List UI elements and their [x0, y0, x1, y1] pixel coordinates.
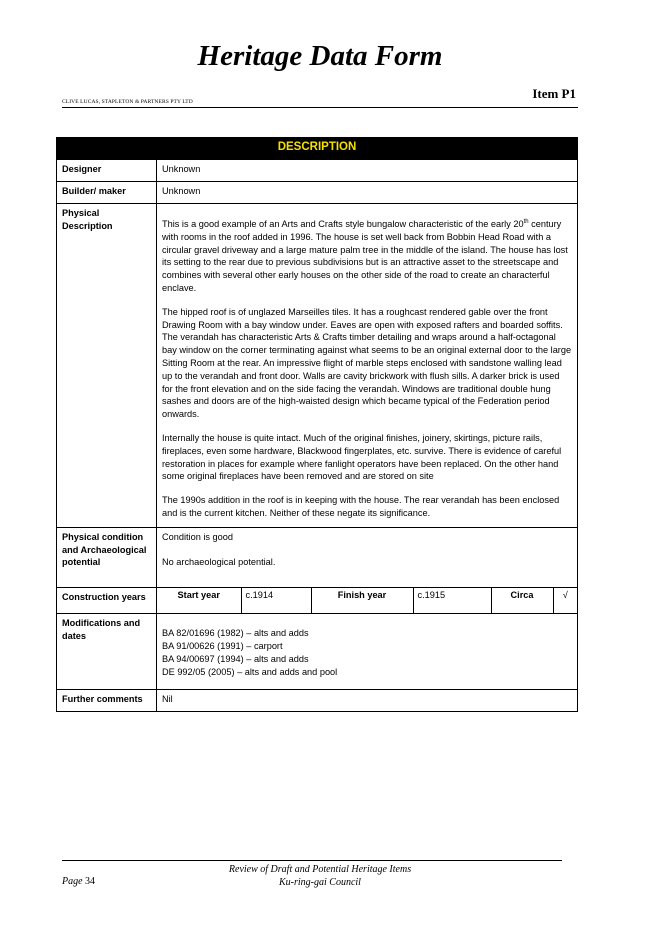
designer-label: Designer	[57, 160, 157, 182]
construction-years-label: Construction years	[57, 588, 157, 614]
further-comments-value: Nil	[157, 689, 578, 711]
physical-description-row	[57, 204, 578, 528]
footer-title	[0, 863, 640, 889]
construction-years-table	[157, 588, 577, 613]
construction-years-row	[57, 588, 578, 614]
footer-divider	[62, 860, 562, 861]
condition-text: Condition is good	[162, 531, 233, 542]
header-divider	[62, 107, 578, 108]
description-paragraph-3: Internally the house is quite intact. Much of the original finishes, joinery, skirtings, picture rails, fireplaces, even some hardware, Blackwood fingerplates, etc. survive. There is evidence of careful restoration in places for example where fanlight operators have been replaced. On the other hand some original fireplaces have been removed and are stored on site	[162, 432, 562, 482]
description-paragraph-2: The hipped roof is of unglazed Marseilles tiles. It has a roughcast rendered gable over the front Drawing Room with a bay window under. Eaves are open with exposed rafters and boarded soffits. The verandah has characteristic Arts & Crafts timber detailing and wraps around a half-octagonal bay window on the corner terminating against what seems to be an original external door to the large Sitting Room at the rear. An impressive flight of marble steps enclosed with sandstone walling lead up to the verandah and front door. Walls are cavity brickwork with flush sills. A darker brick is used for the front elevation and on the side facing the verandah. Windows are traditional double hung sashes and doors are of the high-waisted design which became typical of the Federation period onwards.	[162, 306, 572, 420]
finish-year-value: c.1915	[413, 588, 491, 613]
builder-label: Builder/ maker	[57, 182, 157, 204]
condition-row	[57, 527, 578, 588]
start-year-value: c.1914	[241, 588, 311, 613]
physical-description-label: Physical Description	[57, 204, 157, 528]
designer-row	[57, 160, 578, 182]
archaeological-text: No archaeological potential.	[162, 556, 276, 567]
description-paragraph-1: This is a good example of an Arts and Crafts style bungalow characteristic of the early 20th century with rooms in the roof added in 1996. The house is set well back from Bobbin Head Road with a circular gravel driveway and a large mature palm tree in the middle of the island. The house has lost its setting to the rear due to previous subdivisions but is an attractive asset to the streetscape and combines with several other early houses on the other side of the road to create an characterful enclave.	[162, 218, 568, 293]
physical-description-value	[157, 204, 578, 528]
modifications-row	[57, 614, 578, 689]
modifications-value	[157, 614, 578, 689]
modification-item: DE 992/05 (2005) – alts and adds and pool	[162, 666, 338, 677]
circa-checkmark: √	[553, 588, 577, 613]
description-paragraph-4: The 1990s addition in the roof is in keeping with the house. The rear verandah has been enclosed and is the current kitchen. Neither of these negate its significance.	[162, 495, 560, 518]
modification-item: BA 94/00697 (1994) – alts and adds	[162, 653, 309, 664]
condition-label: Physical condition and Archaeological potential	[57, 527, 157, 588]
modification-item: BA 91/00626 (1991) – carport	[162, 641, 283, 652]
section-band	[57, 138, 578, 160]
page-number-value: 34	[85, 876, 96, 887]
section-heading: DESCRIPTION	[57, 138, 578, 160]
further-comments-row	[57, 689, 578, 711]
page-title: Heritage Data Form	[197, 40, 443, 72]
builder-value: Unknown	[157, 182, 578, 204]
footer-council-line: Ku-ring-gai Council	[279, 877, 361, 888]
start-year-label: Start year	[157, 588, 241, 613]
circa-label: Circa	[491, 588, 553, 613]
modifications-label: Modifications and dates	[57, 614, 157, 689]
firm-name: CLIVE LUCAS, STAPLETON & PARTNERS PTY LTD	[62, 99, 193, 105]
heritage-form-table	[56, 137, 578, 712]
builder-row	[57, 182, 578, 204]
designer-value: Unknown	[157, 160, 578, 182]
page-number: Page 34	[62, 876, 96, 887]
modification-item: BA 82/01696 (1982) – alts and adds	[162, 628, 309, 639]
footer-review-line: Review of Draft and Potential Heritage Items	[228, 864, 412, 875]
item-number: Item P1	[532, 86, 576, 101]
further-comments-label: Further comments	[57, 689, 157, 711]
condition-value	[157, 527, 578, 588]
finish-year-label: Finish year	[311, 588, 413, 613]
